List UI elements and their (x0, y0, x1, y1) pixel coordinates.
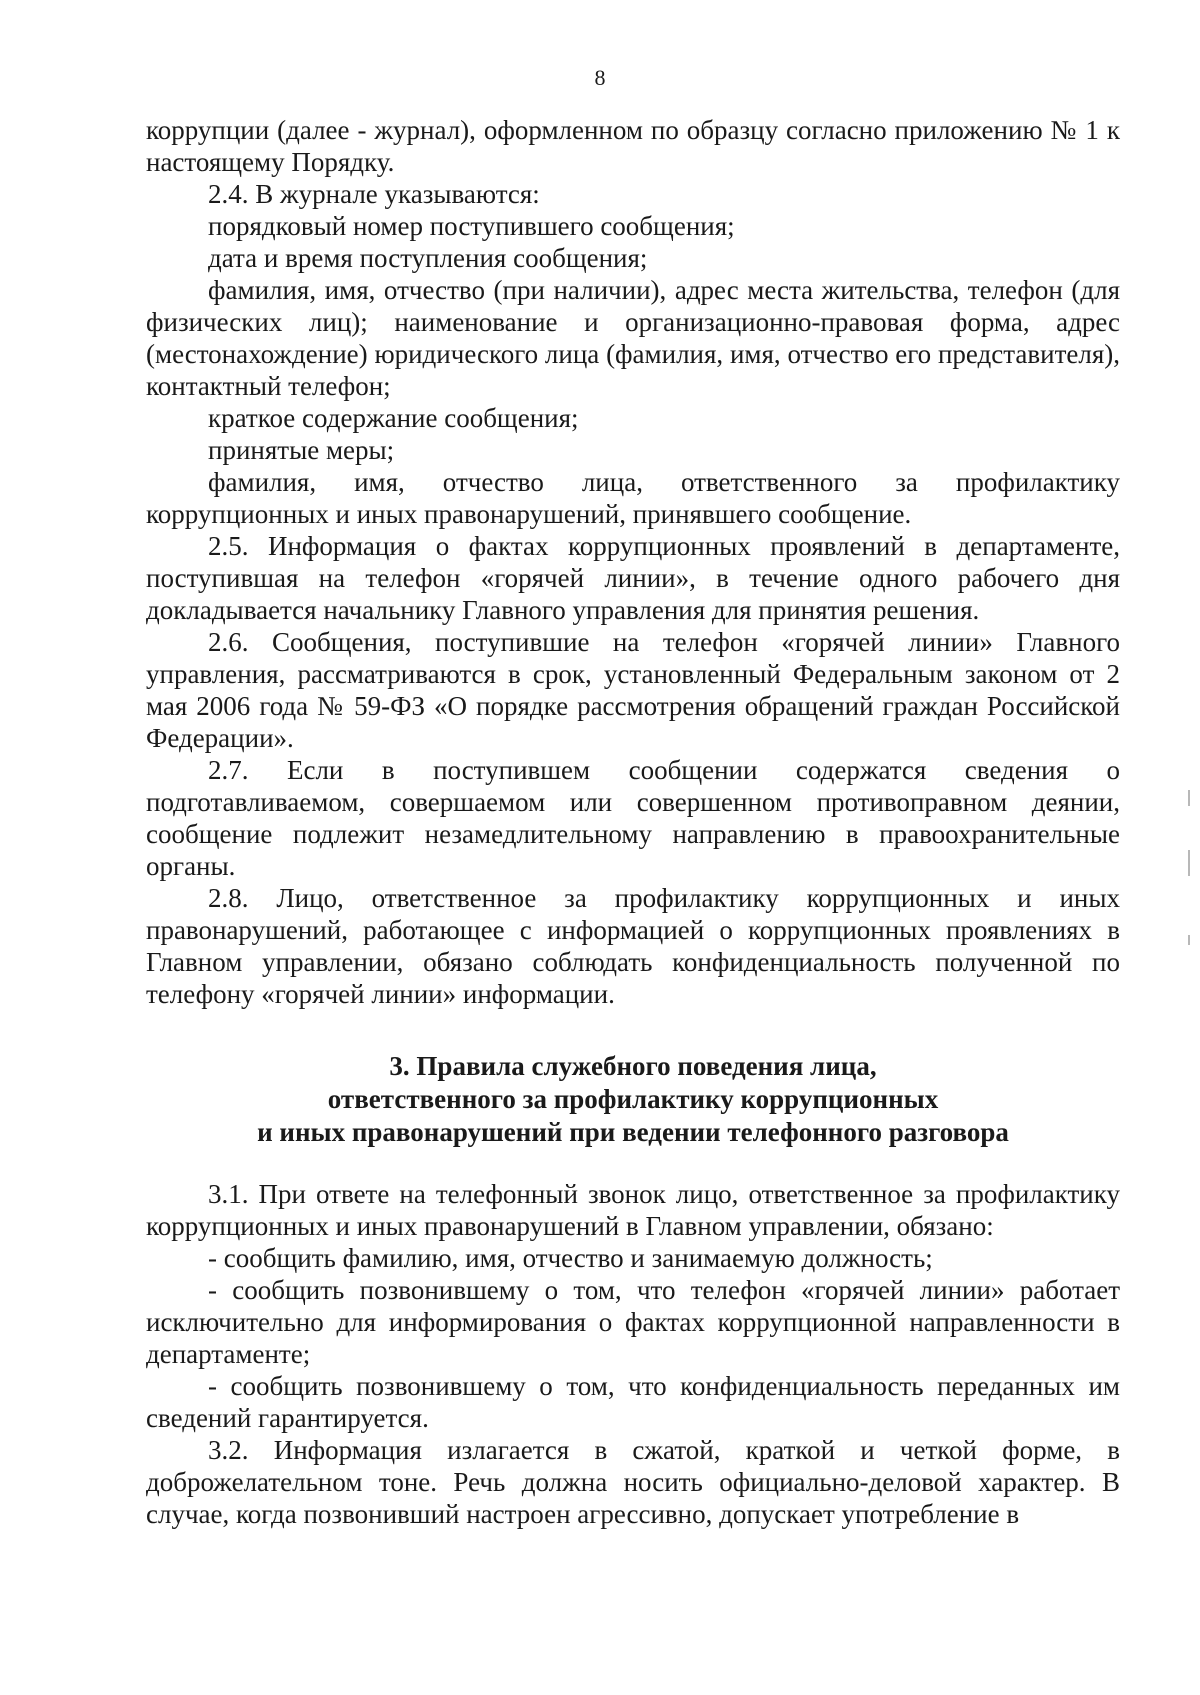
duty-item-1: - сообщить фамилию, имя, отчество и занимаемую должность; (208, 1243, 933, 1273)
journal-item-1: порядковый номер поступившего сообщения; (208, 211, 735, 241)
journal-item-3: фамилия, имя, отчество (при наличии), адрес места жительства, телефон (для физических лиц); наименование и организационно-правовая форма, адрес (местонахождение) юридического лица (фамилия, имя, отчество его представителя), контактный телефон; (146, 275, 1120, 401)
heading-line-1: 3. Правила служебного поведения лица, (389, 1051, 877, 1081)
scan-edge-mark (1188, 935, 1190, 945)
section-3-body (146, 1178, 1120, 1530)
duty-item-2: - сообщить позвонившему о том, что телефон «горячей линии» работает исключительно для информирования о фактах коррупционной направленности в департаменте; (146, 1275, 1120, 1369)
paragraph-2-8: 2.8. Лицо, ответственное за профилактику коррупционных и иных правонарушений, работающее с информацией о коррупционных проявлениях в Главном управлении, обязано соблюдать конфиденциальность полученной по телефону «горячей линии» информации. (146, 883, 1120, 1009)
heading-line-2: ответственного за профилактику коррупционных (327, 1084, 939, 1114)
paragraph-3-1: 3.1. При ответе на телефонный звонок лицо, ответственное за профилактику коррупционных и иных правонарушений в Главном управлении, обязано: (146, 1179, 1120, 1241)
scan-edge-mark (1188, 850, 1190, 876)
continuation-paragraph: коррупции (далее - журнал), оформленном по образцу согласно приложению № 1 к настоящему Порядку. (146, 115, 1120, 177)
duty-item-3: - сообщить позвонившему о том, что конфиденциальность переданных им сведений гарантируется. (146, 1371, 1120, 1433)
paragraph-2-4-intro: 2.4. В журнале указываются: (208, 179, 540, 209)
scan-edge-mark (1188, 790, 1190, 806)
journal-item-6: фамилия, имя, отчество лица, ответственного за профилактику коррупционных и иных правонарушений, принявшего сообщение. (146, 467, 1120, 529)
page-number: 8 (594, 65, 606, 90)
heading-line-3: и иных правонарушений при ведении телефонного разговора (257, 1117, 1009, 1147)
journal-item-5: принятые меры; (208, 435, 395, 465)
journal-item-4: краткое содержание сообщения; (208, 403, 579, 433)
paragraph-3-2: 3.2. Информация излагается в сжатой, краткой и четкой форме, в доброжелательном тоне. Речь должна носить официально-деловой характер. В случае, когда позвонивший настроен агрессивно, допускает употребление в (146, 1435, 1120, 1529)
journal-item-2: дата и время поступления сообщения; (208, 243, 648, 273)
paragraph-2-6: 2.6. Сообщения, поступившие на телефон «горячей линии» Главного управления, рассматриваются в срок, установленный Федеральным законом от 2 мая 2006 года № 59-ФЗ «О порядке рассмотрения обращений граждан Российской Федерации». (146, 627, 1120, 753)
paragraph-2-5: 2.5. Информация о фактах коррупционных проявлений в департаменте, поступившая на телефон «горячей линии», в течение одного рабочего дня докладывается начальнику Главного управления для принятия решения. (146, 531, 1120, 625)
paragraph-2-7: 2.7. Если в поступившем сообщении содержатся сведения о подготавливаемом, совершаемом или совершенном противоправном деянии, сообщение подлежит незамедлительному направлению в правоохранительные органы. (146, 755, 1120, 881)
section-2-body (146, 114, 1120, 1010)
section-3-heading (146, 1050, 1120, 1149)
